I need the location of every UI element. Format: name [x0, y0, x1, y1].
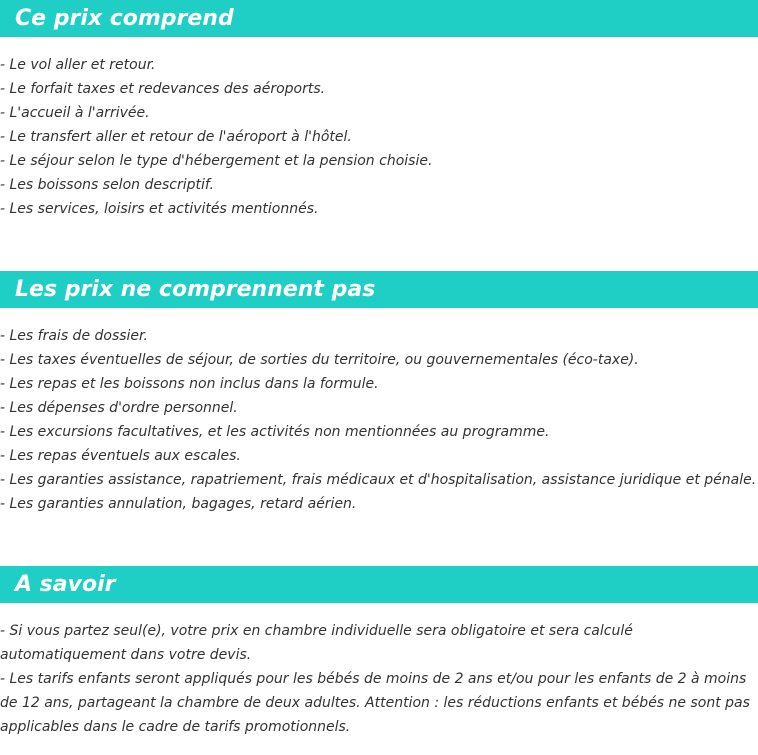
section-title: A savoir [0, 566, 758, 603]
included-list [0, 53, 758, 221]
info-paragraph: - Si vous partez seul(e), votre prix en chambre individuelle sera obligatoire et sera calculé automatiquement dans votre devis. [0, 623, 633, 663]
list-item: - Les repas éventuels aux escales. [0, 448, 241, 464]
section-good-to-know [0, 566, 758, 739]
section-price-includes [0, 0, 758, 221]
list-item: - Les boissons selon descriptif. [0, 177, 214, 193]
list-item: - Les frais de dossier. [0, 328, 148, 344]
list-item: - Les dépenses d'ordre personnel. [0, 400, 238, 416]
list-item: - Le vol aller et retour. [0, 57, 156, 73]
section-title: Les prix ne comprennent pas [0, 271, 758, 308]
list-item: - Le forfait taxes et redevances des aéroports. [0, 81, 326, 97]
list-item: - Les services, loisirs et activités mentionnés. [0, 201, 319, 217]
list-item: - Les garanties assistance, rapatriement, frais médicaux et d'hospitalisation, assistance juridique et pénale. [0, 472, 757, 488]
list-item: - Les repas et les boissons non inclus dans la formule. [0, 376, 379, 392]
info-paragraphs [0, 619, 758, 739]
list-item: - Le transfert aller et retour de l'aéroport à l'hôtel. [0, 129, 352, 145]
list-item: - L'accueil à l'arrivée. [0, 105, 150, 121]
section-price-excludes [0, 271, 758, 516]
section-title: Ce prix comprend [0, 0, 758, 37]
list-item: - Les excursions facultatives, et les activités non mentionnées au programme. [0, 424, 550, 440]
list-item: - Les taxes éventuelles de séjour, de sorties du territoire, ou gouvernementales (éco-taxe). [0, 352, 639, 368]
list-item: - Le séjour selon le type d'hébergement et la pension choisie. [0, 153, 433, 169]
list-item: - Les garanties annulation, bagages, retard aérien. [0, 496, 357, 512]
info-paragraph: - Les tarifs enfants seront appliqués pour les bébés de moins de 2 ans et/ou pour les enfants de 2 à moins de 12 ans, partageant la chambre de deux adultes. Attention : les réductions enfants et bébés ne sont pas applicables dans le cadre de tarifs promotionnels. [0, 671, 750, 735]
excluded-list [0, 324, 758, 516]
